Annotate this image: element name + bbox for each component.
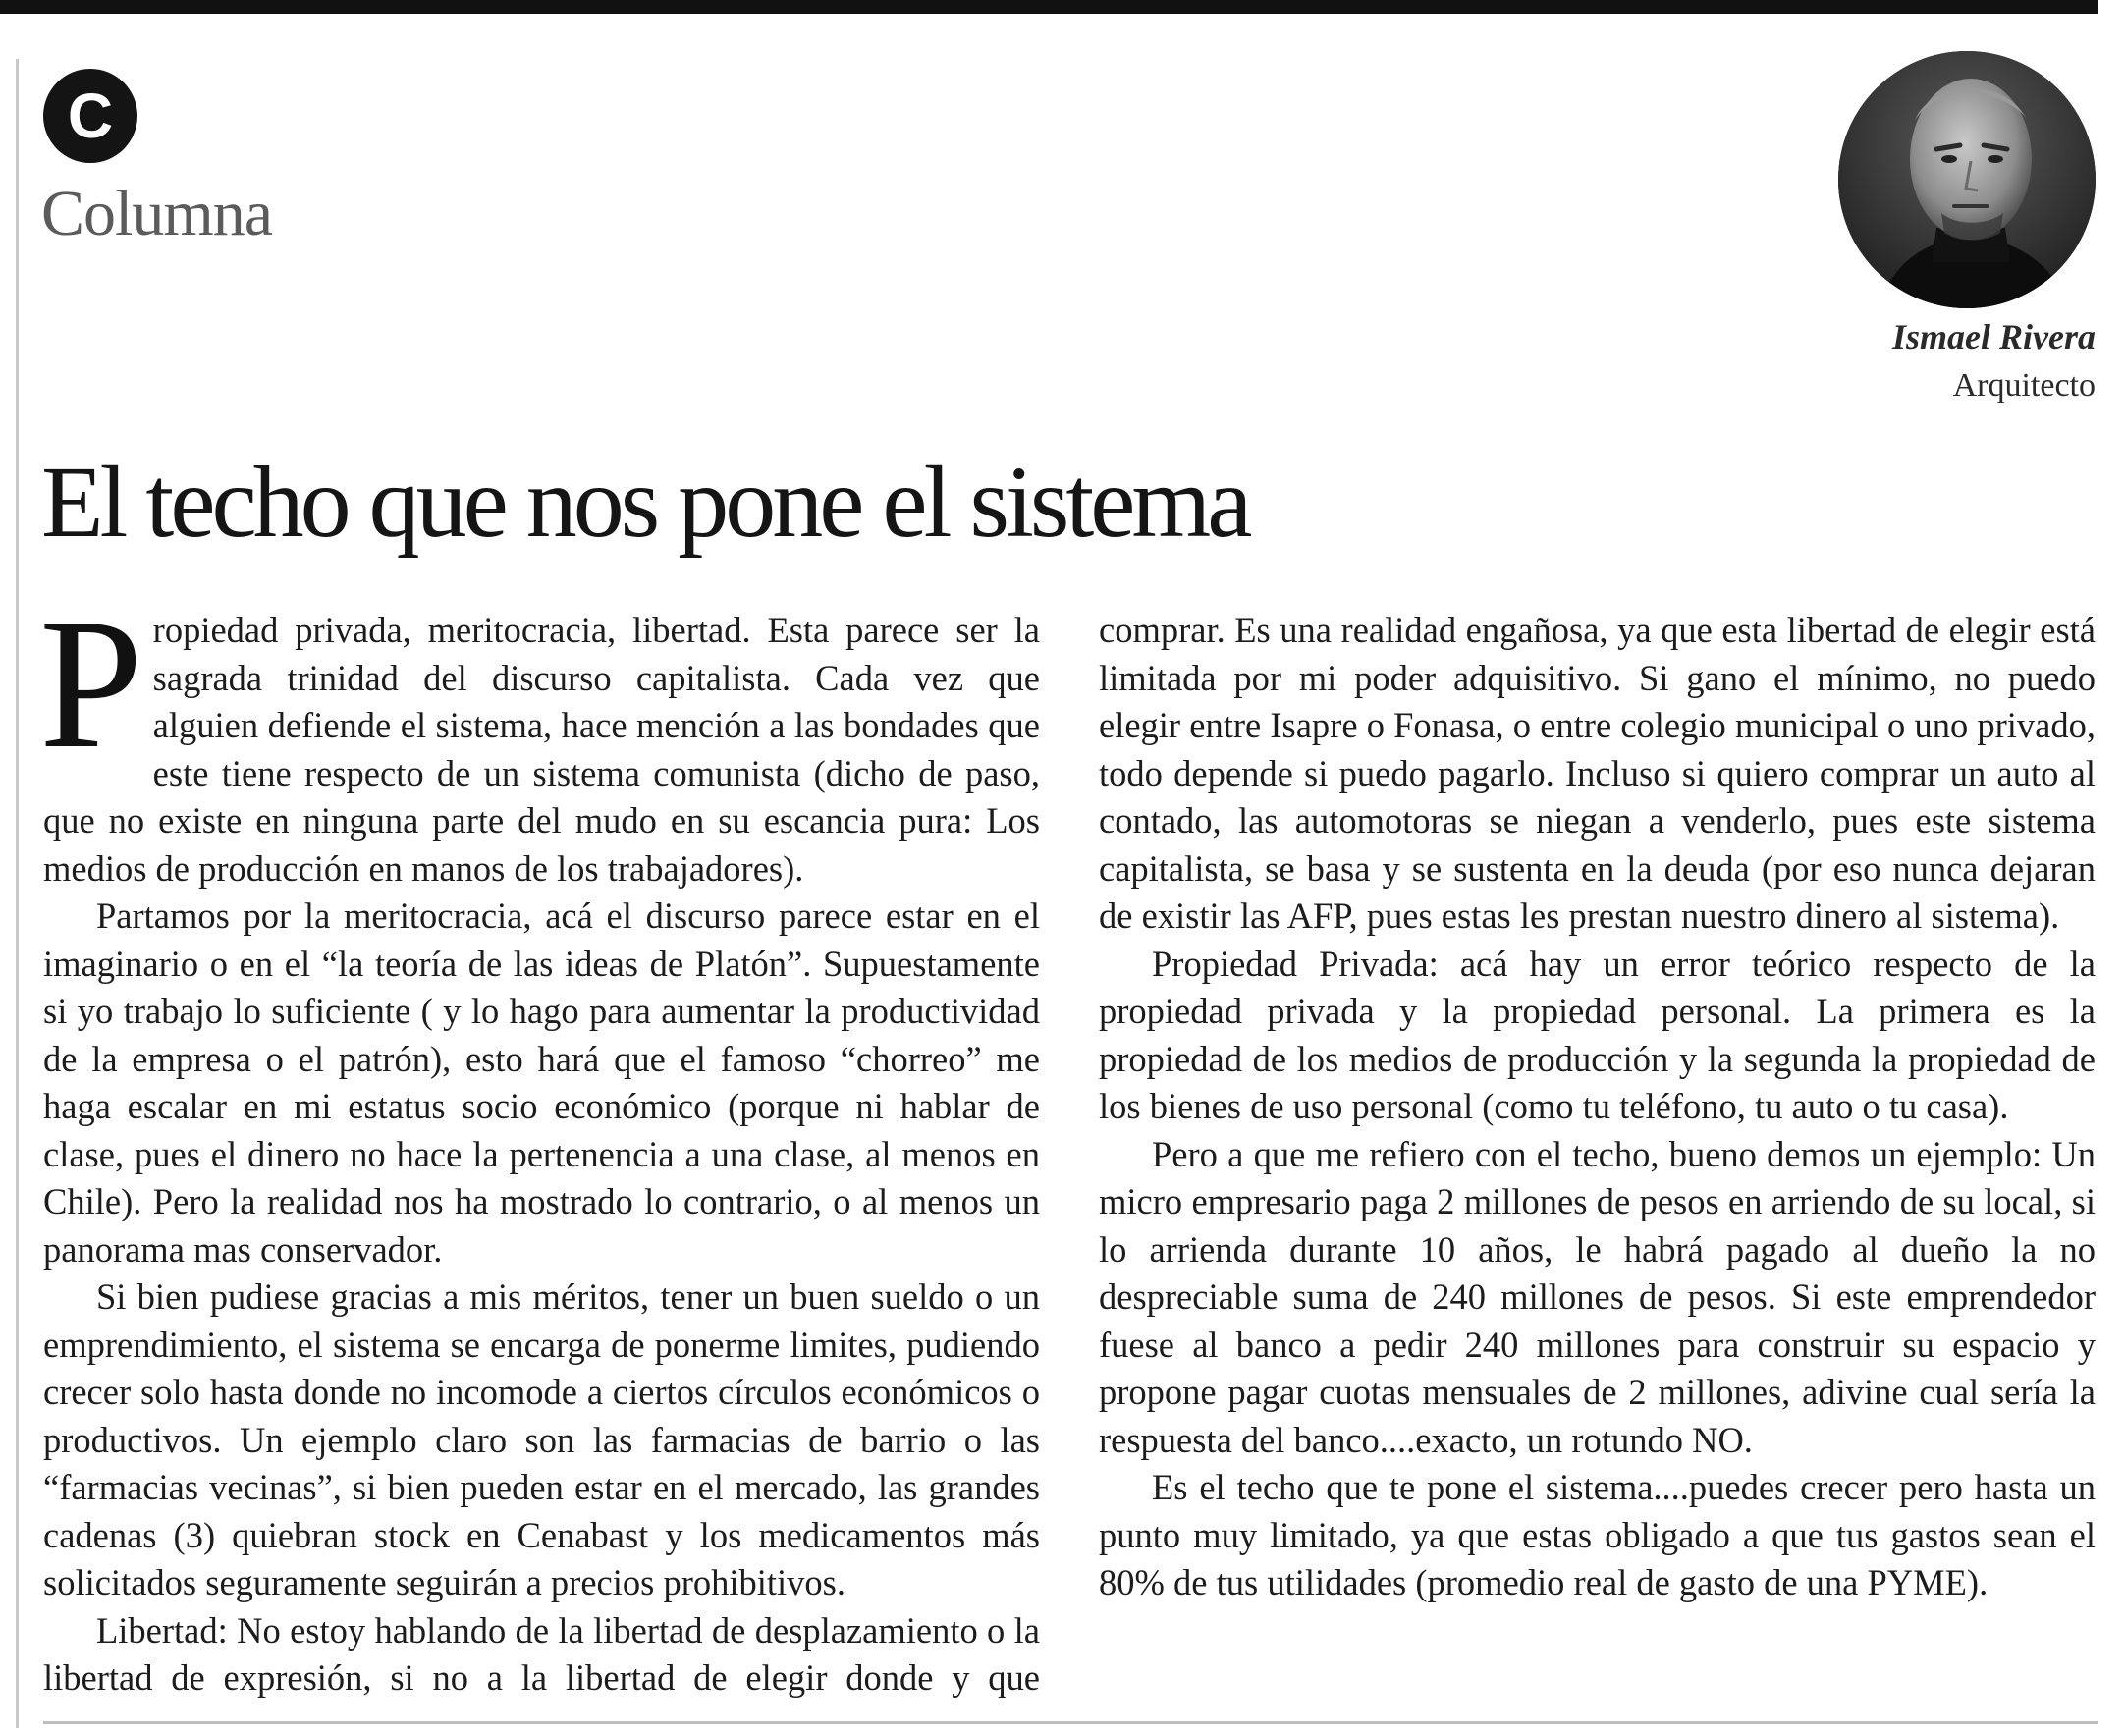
bottom-rule xyxy=(43,1721,2098,1724)
article-body xyxy=(39,581,2096,1711)
article-paragraph: Si bien pudiese gracias a mis méritos, tener un buen sueldo o un emprendimiento, el sistema se encarga de ponerme limites, pudiendo crecer solo hasta donde no incomode a ciertos círculos económicos o productivos. Un ejemplo claro son las farmacias de barrio o las “farmacias vecinas”, si bien pueden estar en el mercado, las grandes cadenas (3) quiebran stock en Cenabast y los medicamentos más solicitados seguramente seguirán a precios prohibitivos. xyxy=(43,1276,1040,1602)
article-paragraph: Libertad: No estoy hablando de la libertad de desplazamiento o la libertad de expresión, si no a la libertad de elegir donde y que comprar. Es una realidad engañosa, ya que esta libertad de elegir está limitada por mi poder adquisitivo. Si gano el mínimo, no puedo elegir entre Isapre o Fonasa, o entre colegio municipal o uno privado, todo depende si puedo pagarlo. Incluso si quiero comprar un auto al contado, las automotoras se niegan a venderlo, pues este sistema capitalista, se basa y se sustenta en la deuda (por eso nunca dejaran de existir las AFP, pues estas les prestan nuestro dinero al sistema). xyxy=(43,610,2096,1698)
article-paragraph: Propiedad Privada: acá hay un error teórico respecto de la propiedad privada y la propiedad personal. La primera es la propiedad de los medios de producción y la segunda la propiedad de los bienes de uso personal (como tu teléfono, tu auto o tu casa). xyxy=(1099,943,2096,1126)
article-paragraph: Es el techo que te pone el sistema....puedes crecer pero hasta un punto muy limitado, ya que estas obligado a que tus gastos sean el 80% de tus utilidades (promedio real de gasto de una PYME). xyxy=(1099,1467,2096,1602)
author-photo xyxy=(1838,51,2096,308)
author-role: Arquitecto xyxy=(1952,367,2096,404)
paragraph-text: ropiedad privada, meritocracia, libertad. Esta parece ser la sagrada trinidad del discurso capitalista. Cada vez que alguien defiende el sistema, hace mención a las bondades que este tiene respecto de un sistema comunista (dicho de paso, que no existe en ninguna parte del mudo en su escancia pura: Los medios de producción en manos de los trabajadores). xyxy=(43,610,1040,889)
article-paragraph: Partamos por la meritocracia, acá el discurso parece estar en el imaginario o en el “la teoría de las ideas de Platón”. Supuestamente si yo trabajo lo suficiente ( y lo hago para aumentar la productividad de la empresa o el patrón), esto hará que el famoso “chorreo” me haga escalar en mi estatus socio económico (porque ni hablar de clase, pues el dinero no hace la pertenencia a una clase, al menos en Chile). Pero la realidad nos ha mostrado lo contrario, o al menos un panorama mas conservador. xyxy=(43,895,1040,1270)
left-margin-rule xyxy=(16,59,19,1728)
section-label: Columna xyxy=(41,178,272,249)
author-portrait-image xyxy=(1838,51,2096,308)
drop-cap: P xyxy=(39,581,143,787)
article-headline: El techo que nos pone el sistema xyxy=(41,446,1249,559)
article-paragraph xyxy=(39,581,1040,893)
section-badge: C xyxy=(43,69,137,163)
author-name: Ismael Rivera xyxy=(1892,317,2096,356)
article-paragraph: Pero a que me refiero con el techo, bueno demos un ejemplo: Un micro empresario paga 2 millones de pesos en arriendo de su local, si lo arrienda durante 10 años, le habrá pagado al dueño la no despreciable suma de 240 millones de pesos. Si este emprendedor fuese al banco a pedir 240 millones para construir su espacio y propone pagar cuotas mensuales de 2 millones, adivine cual sería la respuesta del banco....exacto, un rotundo NO. xyxy=(1099,1133,2096,1460)
top-rule xyxy=(0,0,2098,14)
